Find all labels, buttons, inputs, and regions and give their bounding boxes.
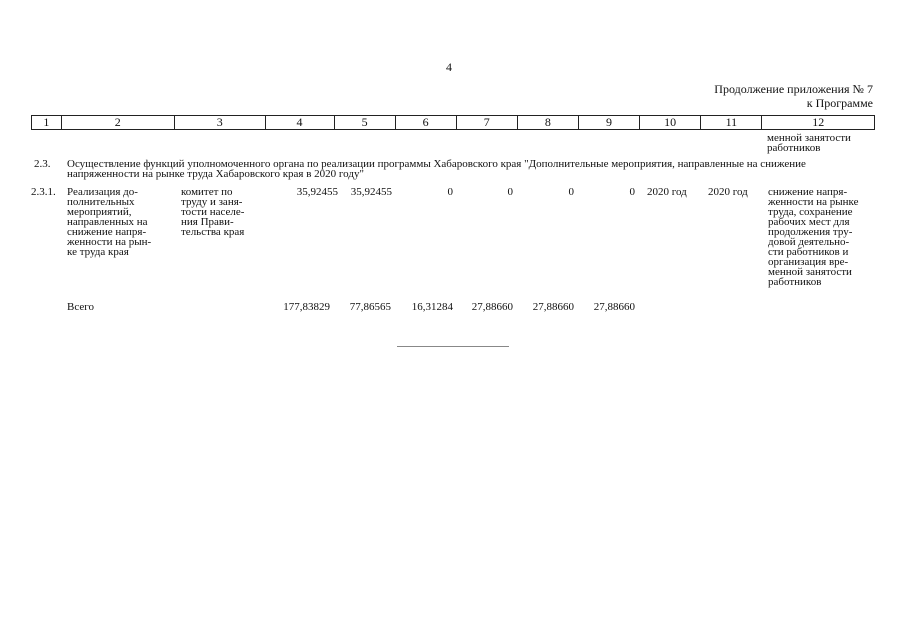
expected-result: снижение напря- женности на рынке труда, сохранение рабочих мест для продолжения тру- довой деятельно- сти работников и организация вре- менной занятости работников xyxy=(768,186,859,288)
total-col-4-value: 177,83829 xyxy=(283,301,330,313)
measure-name: Реализация до- полнительных мероприятий, направленных на снижение напря- женности на рын- ке труда края xyxy=(67,186,152,258)
total-col-6-value: 16,31284 xyxy=(411,301,453,313)
column-header-11: 11 xyxy=(701,116,762,130)
executor: комитет по труду и заня- тости населе- ния Прави- тельства края xyxy=(181,186,245,238)
column-header-10: 10 xyxy=(640,116,701,130)
column-header-5: 5 xyxy=(334,116,395,130)
column-header-2: 2 xyxy=(61,116,174,130)
column-header-9: 9 xyxy=(578,116,639,130)
column-header-4: 4 xyxy=(265,116,334,130)
page-number: 4 xyxy=(446,60,452,74)
column-header-1: 1 xyxy=(32,116,62,130)
row-start-year: 2020 год xyxy=(647,186,687,198)
section-title: Осуществление функций уполномоченного органа по реализации программы Хабаровского края "Дополнительные мероприятия, направленные на снижение напряженности на рынке труда Хабаровского края в 2020 году" xyxy=(67,158,806,180)
total-col-9-value: 27,88660 xyxy=(593,301,635,313)
appendix-line-1: Продолжение приложения № 7 xyxy=(714,82,873,96)
column-number-header xyxy=(31,115,875,130)
total-col-7-value: 27,88660 xyxy=(471,301,513,313)
row-end-year: 2020 год xyxy=(708,186,748,198)
continued-result-text: менной занятости работников xyxy=(767,132,851,154)
row-col-4-value: 35,92455 xyxy=(296,186,338,198)
row-col-5-value: 35,92455 xyxy=(350,186,392,198)
row-col-9-value: 0 xyxy=(629,186,635,198)
column-header-6: 6 xyxy=(395,116,456,130)
column-header-7: 7 xyxy=(456,116,517,130)
total-col-5-value: 77,86565 xyxy=(349,301,391,313)
appendix-note xyxy=(714,82,873,110)
column-header-8: 8 xyxy=(517,116,578,130)
column-header-3: 3 xyxy=(174,116,265,130)
end-divider xyxy=(397,346,509,347)
column-header-12: 12 xyxy=(762,116,875,130)
row-number: 2.3.1. xyxy=(31,186,56,198)
appendix-line-2: к Программе xyxy=(806,96,873,110)
row-col-8-value: 0 xyxy=(568,186,574,198)
total-col-8-value: 27,88660 xyxy=(532,301,574,313)
section-number: 2.3. xyxy=(34,158,51,170)
row-col-6-value: 0 xyxy=(447,186,453,198)
total-label: Всего xyxy=(67,301,94,313)
row-col-7-value: 0 xyxy=(507,186,513,198)
